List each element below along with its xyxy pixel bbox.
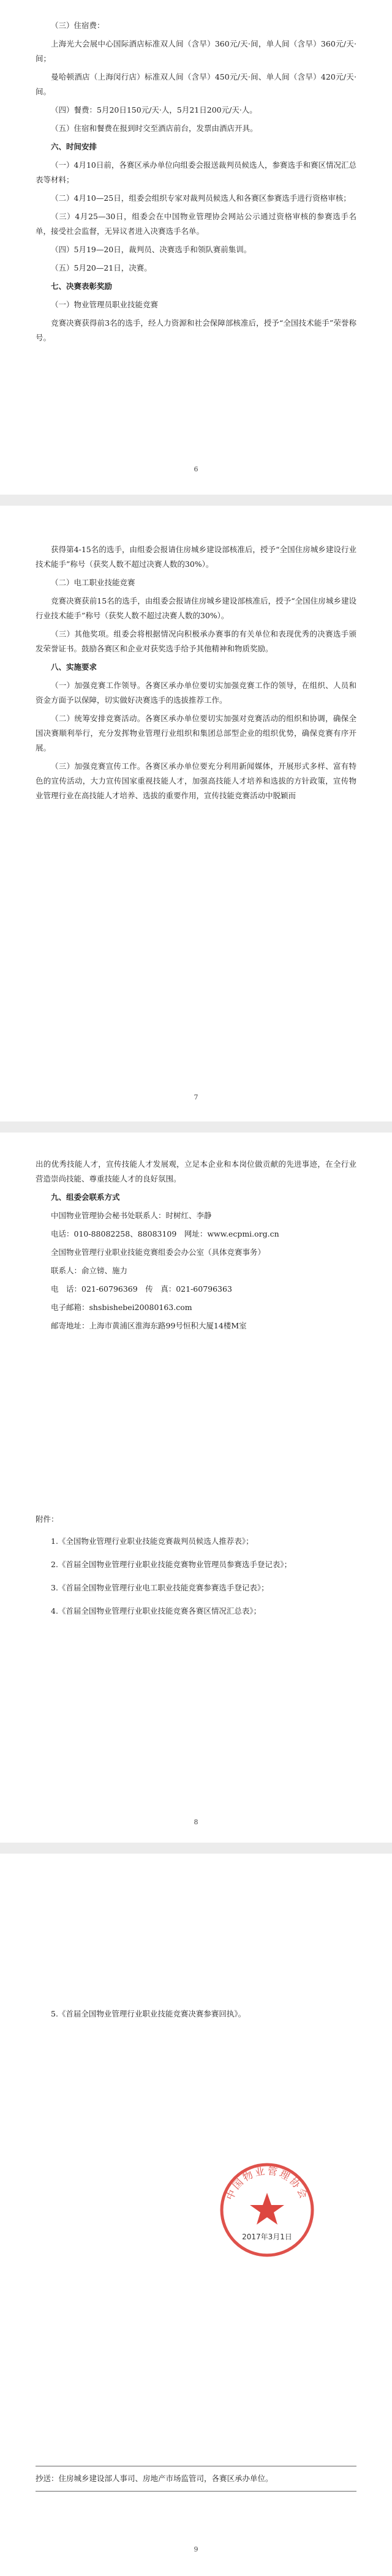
paragraph: （四）餐费：5月20日150元/天·人，5月21日200元/天·人。	[51, 105, 257, 114]
paragraph: 上海光大会展中心国际酒店标准双人间（含早）360元/天·间，单人间（含早）360元/天·间；	[36, 39, 356, 63]
paragraph: （一）物业管理员职业技能竞赛	[51, 300, 159, 309]
paragraph: 电话：010-88082258、88083109 网址：www.ecpmi.org.cn	[51, 1229, 279, 1238]
paragraph: 曼哈顿酒店（上海闵行店）标准双人间（含早）450元/天·间、单人间（含早）420元/天·间。	[36, 72, 356, 96]
paragraph: 联系人：俞立镑、施力	[51, 1266, 128, 1275]
page-separator	[0, 1843, 392, 1854]
paragraph: （三）住宿费：	[51, 21, 105, 30]
page-number: 7	[194, 1093, 198, 1101]
attachment-item: 2.《首届全国物业管理行业职业技能竞赛物业管理员参赛选手登记表》；	[51, 1560, 292, 1569]
svg-text:2017年3月1日: 2017年3月1日	[242, 2233, 292, 2241]
page-separator	[0, 495, 392, 506]
paragraph: 竞赛决赛获得前3名的选手，经人力资源和社会保障部核准后，授予“全国技术能手”荣誉称号。	[36, 318, 356, 342]
paragraph: （二）统筹安排竞赛活动。各赛区承办单位要切实加强对竞赛活动的组织和协调，确保全国决赛顺利举行，充分发挥物业管理行业组织和集团总部型企业的组织优势，确保竞赛有序开展。	[36, 714, 356, 752]
svg-text:中国物业管理协会: 中国物业管理协会	[224, 2165, 311, 2202]
attachments-title: 附件：	[36, 1515, 59, 1524]
paragraph: 竞赛决赛获前15名的选手，由组委会报请住房城乡建设部核准后，授予“全国住房城乡建设行业技术能手”称号（获奖人数不超过决赛人数的30%）。	[36, 596, 356, 620]
paragraph: （二）电工职业技能竞赛	[51, 578, 135, 587]
document-page-1	[0, 0, 392, 495]
page-1-content	[36, 18, 356, 349]
section-heading: 七、决赛表彰奖励	[51, 282, 113, 291]
attachments-section	[36, 1512, 356, 1627]
attachment-item: 3.《首届全国物业管理行业电工职业技能竞赛参赛选手登记表》；	[51, 1583, 269, 1592]
page-number: 9	[194, 2545, 198, 2553]
cc-line: 抄送：住房城乡建设部人事司、房地产市场监管司，各赛区承办单位。	[36, 2466, 356, 2492]
document-page-4	[0, 1854, 392, 2576]
paragraph: （五）5月20—21日，决赛。	[51, 263, 152, 272]
page-number: 8	[194, 1818, 198, 1826]
page-number: 6	[194, 465, 198, 473]
paragraph: （三）加强竞赛宣传工作。各赛区承办单位要充分利用新闻媒体，开展形式多样、富有特色的宣传活动，大力宣传国家重视技能人才，加强高技能人才培养和选拔的方针政策，宣传物业管理行业在高技能人才培养、选拔的重要作用，宣传技能竞赛活动中脱颖而	[36, 762, 356, 800]
paragraph: （一）4月10日前，各赛区承办单位向组委会报送裁判员候选人，参赛选手和赛区情况汇总表等材料；	[36, 160, 356, 184]
paragraph: （五）住宿和餐费在报到时交至酒店前台，发票由酒店开具。	[51, 124, 258, 133]
document-page-3	[0, 1133, 392, 1843]
official-seal-icon	[218, 2161, 316, 2259]
page-3-content	[36, 1157, 356, 1337]
page-2-content	[36, 542, 356, 807]
paragraph: 5.《首届全国物业管理行业职业技能竞赛决赛参赛回执》。	[51, 2009, 246, 2018]
paragraph: 中国物业管理协会秘书处联系人：时树红、李静	[51, 1211, 212, 1220]
paragraph: （一）加强竞赛工作领导。各赛区承办单位要切实加强竞赛工作的领导，在组织、人员和资金方面予以保障，切实做好决赛选手的选拔推荐工作。	[36, 681, 356, 705]
paragraph: 出的优秀技能人才，宣传技能人才发展观，立足本企业和本岗位做贡献的先进事迹，在全行业营造崇尚技能、尊重技能人才的良好氛围。	[36, 1159, 356, 1183]
page-4-content	[36, 2007, 356, 2025]
section-heading: 八、实施要求	[51, 662, 97, 672]
page-separator	[0, 1121, 392, 1133]
paragraph: （四）5月19—20日，裁判员、决赛选手和领队赛前集训。	[51, 245, 252, 254]
paragraph: （二）4月10—25日，组委会组织专家对裁判员候选人和各赛区参赛选手进行资格审核；	[51, 193, 351, 203]
attachment-item: 4.《首届全国物业管理行业职业技能竞赛各赛区情况汇总表》；	[51, 1606, 262, 1616]
paragraph: （三）4月25—30日，组委会在中国物业管理协会网站公示通过资格审核的参赛选手名单，接受社会监督，无异议者进入决赛选手名单。	[36, 212, 356, 236]
section-heading: 九、组委会联系方式	[51, 1193, 120, 1202]
paragraph: 电 话：021-60796369 传 真：021-60796363	[51, 1284, 232, 1294]
document-page-2	[0, 506, 392, 1121]
paragraph: （三）其他奖项。组委会将根据情况向积极承办赛事的有关单位和表现优秀的决赛选手颁发荣誉证书。鼓励各赛区和企业对获奖选手给予其他精神和物质奖励。	[36, 629, 356, 653]
paragraph: 获得第4-15名的选手，由组委会报请住房城乡建设部核准后，授予“全国住房城乡建设行业技术能手”称号（获奖人数不超过决赛人数的30%）。	[36, 545, 356, 569]
section-heading: 六、时间安排	[51, 142, 97, 151]
attachment-item: 1.《全国物业管理行业职业技能竞赛裁判员候选人推荐表》；	[51, 1537, 254, 1546]
paragraph: 邮寄地址：上海市黄浦区淮海东路99号恒积大厦14楼M室	[51, 1321, 247, 1330]
paragraph: 全国物业管理行业职业技能竞赛组委会办公室（具体竞赛事务）	[51, 1248, 266, 1257]
paragraph: 电子邮箱：shsbishebei20080163.com	[51, 1303, 192, 1312]
